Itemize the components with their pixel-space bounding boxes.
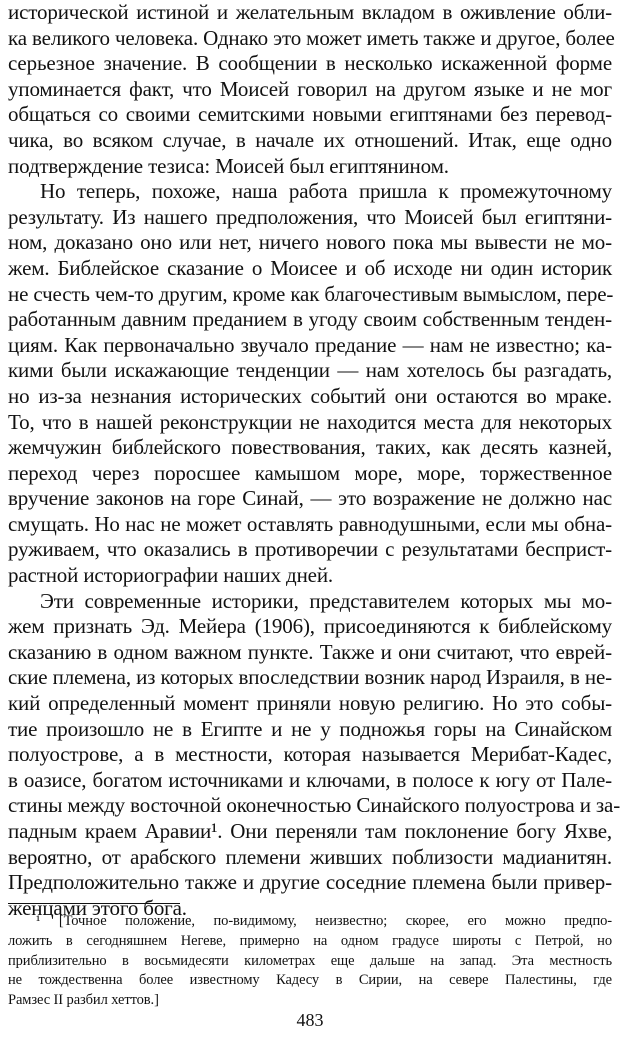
text-line: циям. Как первоначально звучало предание — нам не известно; ка- bbox=[8, 332, 612, 357]
text-line: общаться со своими семитскими новыми египтянами без перевод- bbox=[8, 102, 612, 127]
text-line: ские племена, из которых впоследствии возник народ Израиля, в не- bbox=[8, 665, 612, 690]
text-line: То, что в нашей реконструкции не находится места для некоторых bbox=[8, 409, 612, 434]
text-line: в оазисе, богатом источниками и ключами, в полосе к югу от Пале- bbox=[8, 767, 612, 792]
text-line: подтверждение тезиса: Моисей был египтянином. bbox=[8, 153, 449, 178]
text-line: тие произошло не в Египте и не у подножья горы на Синайском bbox=[8, 716, 612, 741]
text-line: растной историографии наших дней. bbox=[8, 563, 334, 588]
text-line: переход через поросшее камышом море, море, торжественное bbox=[8, 460, 612, 485]
text-line: работанным давним преданием в угоду своим собственным тенден- bbox=[8, 307, 612, 332]
text-line: ном, доказано оно или нет, ничего нового пока мы вывести не мо- bbox=[8, 230, 612, 255]
footnote-line: ¹ [Точное положение, по-видимому, неизвестно; скорее, его можно предпо- bbox=[36, 913, 612, 929]
text-line: жемчужин библейского повествования, таких, как десять казней, bbox=[8, 435, 612, 460]
text-line: исторической истиной и желательным вкладом в оживление обли- bbox=[8, 0, 612, 24]
text-line: чика, во всяком случае, в начале их отношений. Итак, еще одно bbox=[8, 127, 612, 152]
text-line: жем признать Эд. Мейера (1906), присоединяются к библейскому bbox=[8, 614, 612, 639]
footnote-line: приблизительно в восьмидесяти километрах еще дальше на запад. Эта местность bbox=[8, 952, 612, 969]
footnote-divider bbox=[8, 903, 180, 904]
text-line: сказанию в одном важном пункте. Также и они считают, что еврей- bbox=[8, 639, 612, 664]
text-line: не счесть чем-то другим, кроме как благочестивым вымыслом, пере- bbox=[8, 281, 614, 306]
text-line: руживаем, что оказались в противоречии с результатами бесприст- bbox=[8, 537, 612, 562]
text-line: вручение законов на горе Синай, — это возражение не должно нас bbox=[8, 486, 612, 511]
footnote-block bbox=[8, 912, 612, 1011]
text-line: упоминается факт, что Моисей говорил на другом языке и не мог bbox=[8, 76, 612, 101]
text-line: вероятно, от арабского племени живших поблизости мадианитян. bbox=[8, 844, 612, 869]
footnote-line: ложить в сегодняшнем Негеве, примерно на одном градусе широты с Петрой, но bbox=[8, 932, 612, 949]
footnote-line: Рамзес II разбил хеттов.] bbox=[8, 992, 159, 1009]
text-line: ка великого человека. Однако это может иметь также и другое, более bbox=[8, 25, 615, 50]
text-line: женцами этого бога. bbox=[8, 895, 187, 920]
text-line: Предположительно также и другие соседние племена были привер- bbox=[8, 870, 612, 895]
page-number: 483 bbox=[296, 1010, 324, 1030]
text-line: кими были искажающие тенденции — нам хотелось бы разгадать, bbox=[8, 358, 612, 383]
text-line: жем. Библейское сказание о Моисее и об исходе ни один историк bbox=[8, 255, 612, 280]
footnote-line: не тождественна более известному Кадесу в Сирии, на севере Палестины, где bbox=[8, 972, 612, 989]
text-line: но из-за незнания исторических событий они остаются во мраке. bbox=[8, 383, 612, 408]
text-line: серьезное значение. В сообщении в несколько искаженной форме bbox=[8, 51, 612, 76]
main-text-block bbox=[8, 0, 620, 921]
text-line: смущать. Но нас не может оставлять равнодушными, если мы обна- bbox=[8, 511, 612, 536]
text-line: Эти современные историки, представителем которых мы мо- bbox=[40, 588, 612, 613]
text-line: стины между восточной оконечностью Синайского полуострова и за- bbox=[8, 793, 620, 818]
text-line: падным краем Аравии¹. Они переняли там поклонение богу Яхве, bbox=[8, 819, 612, 843]
text-line: результату. Из нашего предположения, что Моисей был египтяни- bbox=[8, 204, 612, 229]
text-line: полуострове, а в местности, которая называется Мерибат-Кадес, bbox=[8, 742, 612, 767]
text-line: Но теперь, похоже, наша работа пришла к промежуточному bbox=[40, 179, 612, 204]
text-line: кий определенный момент приняли новую религию. Но это собы- bbox=[8, 691, 612, 716]
